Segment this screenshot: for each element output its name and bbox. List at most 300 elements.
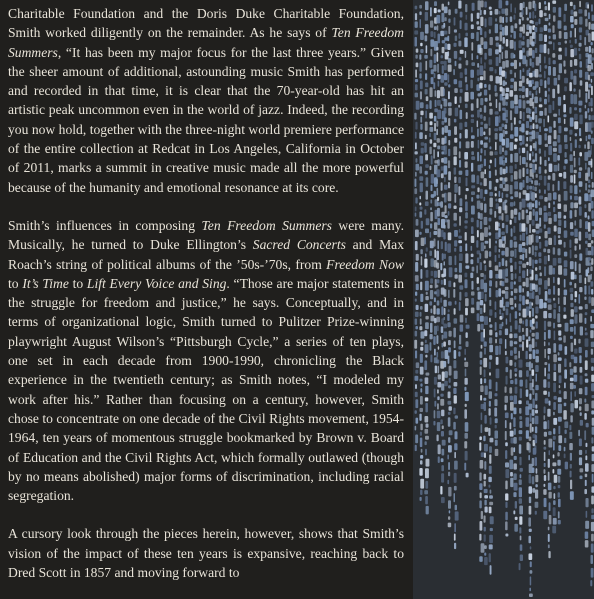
strand-segment bbox=[543, 391, 547, 395]
strand-segment bbox=[536, 90, 538, 95]
strand-segment bbox=[478, 0, 481, 10]
strand-segment bbox=[579, 70, 582, 78]
strand-segment bbox=[444, 261, 446, 265]
strand-segment bbox=[585, 373, 588, 376]
strand-segment bbox=[502, 88, 505, 96]
strand-segment bbox=[420, 269, 422, 279]
strand-segment bbox=[521, 41, 524, 45]
strand-segment bbox=[443, 324, 447, 329]
strand-segment bbox=[535, 511, 537, 515]
strand-segment bbox=[522, 242, 526, 246]
strand-segment bbox=[564, 230, 568, 238]
strand-segment bbox=[429, 100, 431, 109]
strand-segment bbox=[489, 446, 492, 453]
strand-segment bbox=[426, 191, 429, 200]
strand-segment bbox=[548, 382, 551, 389]
strand-segment bbox=[544, 224, 546, 229]
text-run: to bbox=[68, 275, 87, 291]
strand-segment bbox=[465, 23, 468, 31]
strand-segment bbox=[499, 216, 502, 220]
strand-segment bbox=[458, 236, 462, 239]
strand-segment bbox=[548, 330, 551, 339]
strand-segment bbox=[429, 60, 432, 68]
strand-segment bbox=[485, 427, 489, 432]
strand-segment bbox=[522, 335, 524, 341]
strand-segment bbox=[511, 307, 514, 310]
strand-segment bbox=[540, 65, 542, 72]
strand-segment bbox=[444, 177, 446, 183]
strand-segment bbox=[442, 372, 445, 382]
strand-segment bbox=[503, 306, 506, 311]
strand-segment bbox=[480, 233, 484, 241]
strand-segment bbox=[579, 17, 582, 25]
strand-segment bbox=[539, 175, 542, 180]
strand-segment bbox=[558, 55, 562, 60]
strand-segment bbox=[565, 430, 567, 435]
strand-segment bbox=[570, 202, 573, 208]
strand-segment bbox=[460, 20, 462, 29]
strand-segment bbox=[470, 92, 474, 100]
strand-segment bbox=[548, 58, 550, 65]
strand-segment bbox=[459, 335, 461, 345]
strand-segment bbox=[477, 201, 481, 209]
strand-segment bbox=[515, 273, 517, 279]
strand-segment bbox=[420, 117, 422, 123]
strand-segment bbox=[532, 159, 535, 162]
strand-segment bbox=[590, 580, 592, 586]
strand-segment bbox=[558, 337, 562, 340]
strand-segment bbox=[530, 330, 532, 333]
strand-segment bbox=[580, 138, 582, 141]
strand-segment bbox=[535, 22, 538, 26]
strand-segment bbox=[579, 232, 582, 241]
strand-segment bbox=[454, 240, 457, 246]
strand-segment bbox=[558, 297, 560, 304]
strand-segment bbox=[575, 246, 577, 251]
strand-segment bbox=[444, 126, 448, 133]
strand-segment bbox=[535, 48, 537, 53]
strand-segment bbox=[591, 130, 593, 134]
strand-segment bbox=[574, 196, 578, 201]
strand-segment bbox=[547, 249, 550, 253]
strand-segment bbox=[522, 210, 525, 220]
strand-segment bbox=[496, 290, 499, 297]
strand-segment bbox=[430, 323, 433, 333]
strand-segment bbox=[448, 192, 452, 201]
strand-segment bbox=[471, 135, 475, 139]
strand-segment bbox=[479, 483, 482, 490]
strand-segment bbox=[480, 460, 484, 469]
strand-segment bbox=[513, 492, 516, 497]
strand-segment bbox=[519, 516, 522, 525]
strand-segment bbox=[564, 128, 568, 132]
strand-segment bbox=[419, 11, 421, 15]
strand-segment bbox=[415, 79, 418, 82]
strand-segment bbox=[489, 300, 491, 306]
strand-segment bbox=[549, 265, 553, 275]
strand-segment bbox=[570, 303, 573, 308]
strand-segment bbox=[498, 228, 500, 237]
strand-segment bbox=[510, 258, 513, 263]
strand-segment bbox=[585, 241, 588, 244]
strand-segment bbox=[548, 392, 550, 398]
strand-segment bbox=[532, 270, 534, 280]
strand-segment bbox=[455, 431, 458, 439]
strand-segment bbox=[454, 156, 457, 165]
strand-segment bbox=[490, 11, 493, 15]
strand-segment bbox=[579, 89, 581, 97]
strand-segment bbox=[520, 27, 524, 32]
strand-segment bbox=[574, 283, 576, 288]
strand-segment bbox=[465, 253, 468, 263]
strand-segment bbox=[483, 71, 485, 81]
strand-segment bbox=[441, 138, 444, 145]
strand-segment bbox=[448, 445, 452, 452]
strand-segment bbox=[564, 454, 566, 459]
strand-segment bbox=[557, 84, 559, 93]
strand-segment bbox=[480, 114, 483, 119]
strand-segment bbox=[489, 225, 491, 229]
strand-segment bbox=[448, 301, 452, 305]
strand-segment bbox=[441, 465, 444, 471]
strand-segment bbox=[454, 534, 456, 541]
strand-segment bbox=[510, 282, 513, 290]
strand-segment bbox=[479, 472, 481, 481]
strand-segment bbox=[570, 175, 573, 183]
strand-segment bbox=[548, 212, 551, 217]
strand-segment bbox=[522, 233, 525, 241]
strand-segment bbox=[574, 306, 578, 312]
strand-segment bbox=[420, 367, 424, 375]
strand-segment bbox=[519, 120, 522, 124]
strand-segment bbox=[513, 510, 515, 514]
strand-segment bbox=[425, 83, 428, 88]
strand-segment bbox=[585, 278, 587, 285]
strand-segment bbox=[528, 517, 531, 526]
strand-segment bbox=[442, 425, 444, 429]
strand-segment bbox=[558, 117, 561, 123]
strand-segment bbox=[548, 203, 550, 209]
strand-segment bbox=[514, 249, 516, 258]
strand-segment bbox=[478, 212, 480, 219]
strand-segment bbox=[532, 229, 536, 233]
strand-segment bbox=[579, 196, 582, 204]
strand-segment bbox=[454, 43, 457, 47]
strand-segment bbox=[448, 65, 452, 72]
strand-segment bbox=[519, 95, 521, 98]
strand-segment bbox=[548, 363, 550, 371]
strand-segment bbox=[465, 273, 468, 278]
strand-segment bbox=[425, 316, 428, 320]
strand-segment bbox=[515, 501, 517, 509]
strand-segment bbox=[437, 208, 440, 217]
strand-segment bbox=[575, 210, 577, 218]
strand-segment bbox=[580, 61, 583, 68]
strand-segment bbox=[529, 437, 532, 442]
strand-segment bbox=[458, 41, 461, 47]
strand-segment bbox=[499, 45, 502, 53]
strand-segment bbox=[419, 414, 421, 421]
strand-segment bbox=[484, 515, 486, 522]
strand-segment bbox=[579, 152, 582, 156]
strand-segment bbox=[506, 166, 508, 173]
strand-segment bbox=[502, 155, 505, 159]
strand-segment bbox=[489, 485, 491, 488]
strand-segment bbox=[522, 199, 526, 208]
strand-segment bbox=[547, 183, 550, 191]
strand-segment bbox=[501, 9, 505, 14]
strand-segment bbox=[591, 366, 594, 371]
strand-segment bbox=[448, 500, 451, 509]
strand-segment bbox=[558, 364, 561, 373]
strand-segment bbox=[489, 372, 491, 376]
strand-segment bbox=[489, 408, 491, 416]
strand-segment bbox=[529, 211, 532, 220]
strand-segment bbox=[519, 261, 523, 265]
strand-segment bbox=[433, 149, 435, 159]
strand-segment bbox=[532, 418, 535, 425]
strand-segment bbox=[554, 214, 557, 222]
strand-segment bbox=[489, 171, 491, 178]
strand-segment bbox=[444, 185, 448, 190]
strand-segment bbox=[527, 39, 530, 48]
strand-segment bbox=[425, 496, 428, 504]
strand-segment bbox=[490, 438, 494, 443]
strand-segment bbox=[558, 445, 561, 451]
strand-segment bbox=[437, 90, 440, 98]
strand-segment bbox=[519, 360, 523, 368]
strand-segment bbox=[419, 326, 422, 330]
strand-segment bbox=[477, 313, 480, 321]
strand-segment bbox=[558, 75, 561, 81]
strand-segment bbox=[505, 450, 507, 459]
strand-segment bbox=[421, 331, 425, 338]
strand-segment bbox=[443, 300, 446, 307]
strand-segment bbox=[548, 193, 552, 201]
strand-segment bbox=[558, 20, 562, 28]
strand-segment bbox=[441, 280, 443, 285]
strand-segment bbox=[529, 178, 532, 182]
strand-segment bbox=[574, 94, 578, 104]
strand-segment bbox=[431, 174, 434, 184]
strand-segment bbox=[578, 157, 580, 165]
strand-segment bbox=[424, 237, 426, 245]
strand-segment bbox=[448, 281, 451, 288]
strand-segment bbox=[559, 390, 561, 394]
strand-segment bbox=[548, 348, 551, 354]
strand-segment bbox=[548, 527, 550, 531]
strand-segment bbox=[455, 511, 459, 520]
strand-segment bbox=[586, 511, 588, 518]
strand-segment bbox=[431, 258, 435, 267]
strand-segment bbox=[420, 249, 422, 254]
strand-segment bbox=[570, 165, 573, 173]
strand-segment bbox=[442, 121, 445, 125]
strand-segment bbox=[489, 117, 491, 126]
strand-segment bbox=[465, 404, 467, 407]
strand-segment bbox=[434, 249, 436, 258]
strand-segment bbox=[535, 502, 539, 508]
strand-segment bbox=[574, 314, 577, 324]
strand-segment bbox=[526, 215, 529, 224]
strand-segment bbox=[437, 300, 440, 305]
strand-segment bbox=[476, 302, 479, 311]
strand-segment bbox=[553, 67, 556, 76]
strand-segment bbox=[506, 318, 508, 324]
strand-segment bbox=[420, 196, 422, 200]
strand-segment bbox=[420, 91, 422, 99]
strand-segment bbox=[535, 81, 539, 87]
strand-segment bbox=[585, 455, 587, 460]
strand-segment bbox=[436, 263, 439, 269]
strand-segment bbox=[495, 301, 497, 310]
strand-segment bbox=[529, 302, 532, 309]
strand-segment bbox=[490, 565, 492, 575]
strand-segment bbox=[544, 150, 546, 157]
strand-segment bbox=[557, 452, 559, 456]
strand-segment bbox=[569, 425, 571, 431]
strand-segment bbox=[570, 378, 574, 382]
strand-segment bbox=[436, 360, 439, 364]
strand-segment bbox=[526, 370, 529, 377]
strand-segment bbox=[585, 404, 589, 411]
strand-segment bbox=[489, 59, 493, 65]
strand-segment bbox=[437, 229, 440, 238]
strand-segment bbox=[554, 226, 557, 232]
strand-segment bbox=[579, 294, 581, 304]
strand-segment bbox=[518, 351, 520, 359]
strand-segment bbox=[434, 401, 436, 407]
strand-segment bbox=[587, 267, 589, 273]
strand-segment bbox=[489, 270, 492, 279]
strand-segment bbox=[441, 410, 444, 417]
strand-segment bbox=[477, 175, 480, 184]
strand-segment bbox=[554, 396, 557, 400]
strand-segment bbox=[484, 1, 487, 7]
strand-segment bbox=[515, 378, 518, 384]
strand-segment bbox=[425, 253, 427, 257]
strand-segment bbox=[574, 339, 576, 346]
strand-segment bbox=[480, 521, 483, 531]
strand-segment bbox=[564, 14, 566, 22]
strand-segment bbox=[484, 461, 486, 470]
strand-segment bbox=[479, 83, 482, 89]
strand-segment bbox=[496, 43, 499, 47]
strand-segment bbox=[464, 220, 467, 223]
strand-segment bbox=[505, 110, 508, 118]
strand-segment bbox=[510, 251, 514, 257]
strand-segment bbox=[570, 210, 573, 219]
strand-segment bbox=[526, 162, 528, 167]
strand-segment bbox=[532, 130, 536, 139]
strand-segment bbox=[420, 396, 423, 405]
strand-segment bbox=[526, 78, 528, 84]
strand-segment bbox=[425, 344, 429, 353]
strand-segment bbox=[459, 216, 461, 226]
strand-segment bbox=[558, 258, 562, 264]
strand-segment bbox=[495, 49, 499, 54]
strand-segment bbox=[522, 328, 524, 332]
strand-segment bbox=[459, 151, 461, 158]
strand-segment bbox=[515, 387, 518, 394]
strand-segment bbox=[488, 84, 490, 90]
strand-segment bbox=[526, 299, 529, 304]
strand-segment bbox=[443, 232, 445, 240]
strand-segment bbox=[480, 127, 483, 136]
strand-segment bbox=[437, 64, 439, 73]
strand-segment bbox=[431, 185, 433, 191]
strand-segment bbox=[548, 304, 552, 310]
strand-segment bbox=[477, 287, 480, 291]
strand-segment bbox=[495, 116, 499, 126]
strand-segment bbox=[495, 274, 498, 279]
strand-segment bbox=[477, 69, 480, 75]
strand-segment bbox=[514, 31, 516, 39]
strand-segment bbox=[416, 63, 419, 68]
strand-segment bbox=[426, 45, 428, 53]
strand-segment bbox=[510, 185, 513, 194]
strand-segment bbox=[519, 182, 522, 190]
italic-title: Lift Every Voice and Sing bbox=[86, 275, 227, 291]
strand-segment bbox=[585, 19, 587, 27]
strand-segment bbox=[419, 62, 421, 72]
strand-segment bbox=[510, 134, 514, 139]
strand-segment bbox=[465, 369, 467, 377]
strand-segment bbox=[585, 332, 588, 335]
strand-segment bbox=[535, 200, 538, 208]
strand-segment bbox=[466, 60, 469, 65]
strand-segment bbox=[421, 256, 423, 266]
strand-segment bbox=[436, 251, 439, 261]
strand-segment bbox=[514, 395, 518, 404]
strand-segment bbox=[444, 193, 447, 203]
strand-segment bbox=[558, 330, 561, 335]
strand-segment bbox=[485, 18, 487, 27]
strand-segment bbox=[441, 497, 445, 503]
strand-segment bbox=[575, 133, 577, 136]
strand-segment bbox=[535, 410, 538, 414]
strand-segment bbox=[591, 568, 594, 578]
strand-segment bbox=[563, 410, 566, 420]
textile-artwork-image bbox=[413, 0, 594, 599]
strand-segment bbox=[460, 325, 464, 332]
strand-segment bbox=[547, 373, 550, 379]
strand-segment bbox=[465, 170, 468, 176]
strand-segment bbox=[526, 32, 529, 36]
strand-segment bbox=[588, 275, 591, 282]
strand-segment bbox=[466, 112, 468, 119]
strand-segment bbox=[557, 313, 560, 322]
strand-segment bbox=[534, 3, 536, 11]
strand-segment bbox=[532, 62, 535, 68]
strand-segment bbox=[549, 36, 551, 39]
strand-segment bbox=[495, 440, 498, 446]
strand-segment bbox=[586, 443, 588, 447]
strand-segment bbox=[442, 127, 444, 135]
strand-segment bbox=[442, 449, 445, 456]
strand-segment bbox=[538, 118, 542, 123]
strand-segment bbox=[558, 485, 561, 488]
strand-segment bbox=[448, 401, 452, 405]
strand-segment bbox=[433, 143, 436, 148]
strand-segment bbox=[465, 243, 467, 251]
strand-segment bbox=[471, 246, 473, 251]
strand-segment bbox=[485, 241, 489, 244]
strand-segment bbox=[502, 258, 505, 266]
strand-segment bbox=[548, 459, 550, 468]
strand-segment bbox=[535, 416, 539, 425]
strand-segment bbox=[480, 182, 483, 185]
